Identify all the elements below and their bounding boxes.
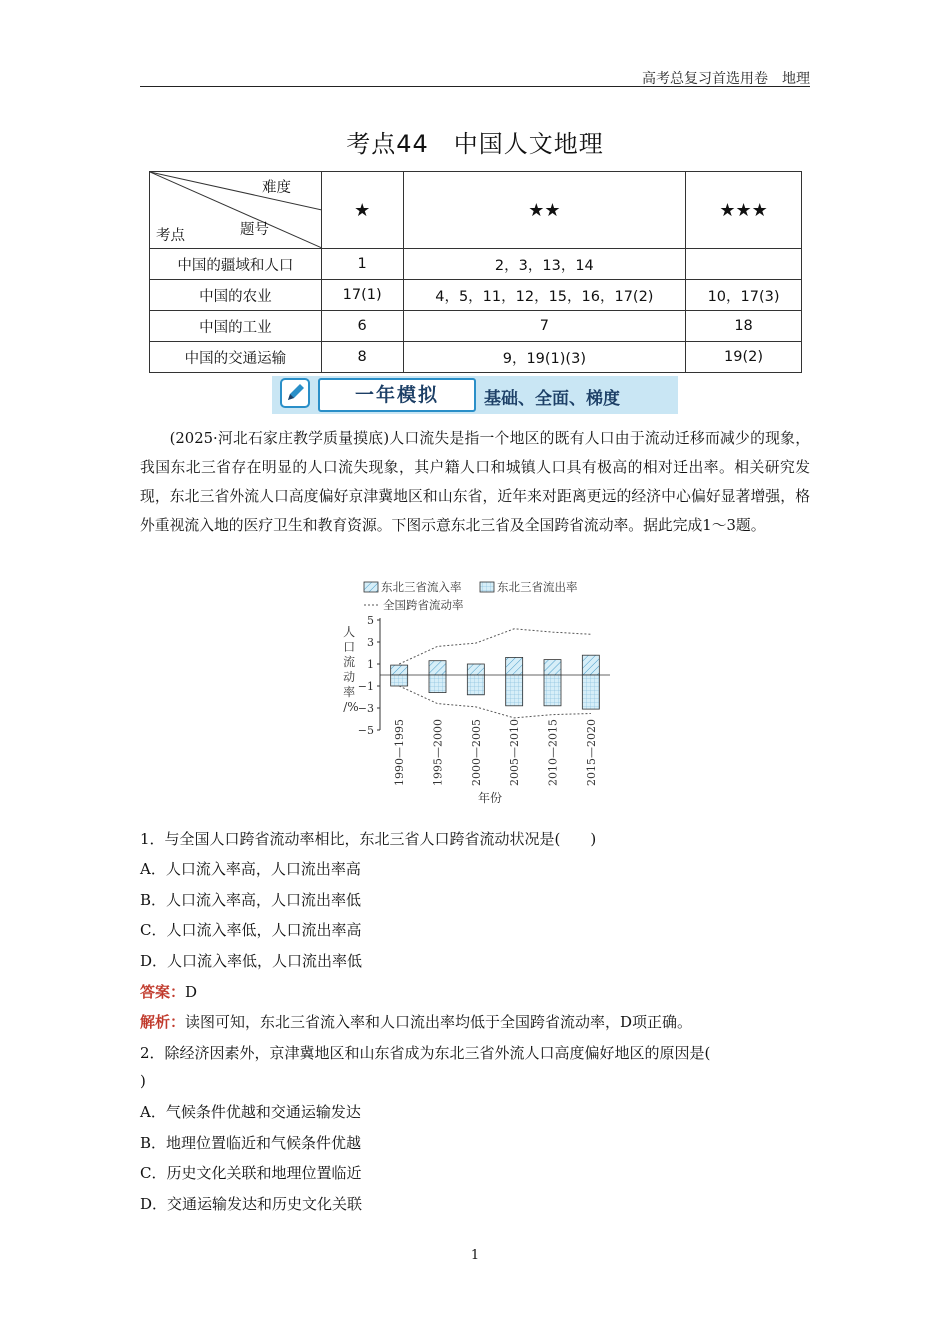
ylabel-char: 人 <box>343 625 356 639</box>
outflow-bar <box>391 675 408 686</box>
table-row <box>150 249 802 280</box>
cell-level-2: 2，3，13，14 <box>403 249 686 280</box>
q2-option-b: B．地理位置临近和气候条件优越 <box>140 1134 362 1152</box>
cell-level-1: 1 <box>321 249 403 280</box>
cell-level-2: 9，19(1)(3) <box>403 342 686 373</box>
outflow-bar <box>544 675 561 706</box>
outflow-bar <box>582 675 599 709</box>
legend-national-label: 全国跨省流动率 <box>383 598 464 612</box>
q2-option-d: D．交通运输发达和历史文化关联 <box>140 1195 363 1213</box>
outflow-bar <box>506 675 523 706</box>
x-tick-label: 2015—2020 <box>584 719 598 786</box>
topic-cell: 中国的工业 <box>150 311 322 342</box>
q1-option-a: A．人口流入率高，人口流出率高 <box>140 860 361 878</box>
x-tick-label: 1990—1995 <box>393 719 407 786</box>
inflow-bar <box>506 657 523 675</box>
table-row <box>150 280 802 311</box>
answer-value: D <box>185 983 198 1001</box>
y-tick-label: 3 <box>367 636 374 649</box>
diagonal-header-cell <box>150 172 322 249</box>
question-1-stem: 1．与全国人口跨省流动率相比，东北三省人口跨省流动状况是( ) <box>140 830 597 848</box>
x-tick-labels <box>393 719 598 786</box>
q1-option-d: D．人口流入率低，人口流出率低 <box>140 952 363 970</box>
corner-label-topic: 考点 <box>156 228 185 244</box>
corner-label-question: 题号 <box>240 222 269 238</box>
y-tick-label: −5 <box>357 724 374 737</box>
analysis-label: 解析： <box>140 1013 186 1031</box>
inflow-bar <box>391 665 408 675</box>
section-banner <box>272 376 678 414</box>
chart-bars <box>391 655 600 709</box>
inflow-bar <box>544 660 561 675</box>
national-rate-line-upper <box>399 629 591 664</box>
y-axis-label <box>343 625 359 714</box>
y-tick-label: −1 <box>357 680 374 693</box>
x-tick-label: 2000—2005 <box>469 719 483 786</box>
q1-option-c: C．人口流入率低，人口流出率高 <box>140 921 362 939</box>
legend-swatch-outflow <box>480 582 494 592</box>
table-row <box>150 311 802 342</box>
q1-answer-line <box>140 981 197 1002</box>
inflow-bar <box>582 655 599 675</box>
passage-text: (2025·河北石家庄教学质量摸底)人口流失是指一个地区的既有人口由于流动迁移而减少的现象，我国东北三省存在明显的人口流失现象，其户籍人口和城镇人口具有极高的相对迁出率。相关研究发现，东北三省外流人口高度偏好京津冀地区和山东省，近年来对距离更远的经济中心偏好显著增强，格外重视流入地的医疗卫生和教育资源。下图示意东北三省及全国跨省流动率。据此完成1～3题。 <box>140 430 810 534</box>
y-tick-label: 5 <box>367 614 374 627</box>
table-row <box>150 342 802 373</box>
cell-level-1: 17(1) <box>321 280 403 311</box>
cell-level-2: 4，5，11，12，15，16，17(2) <box>403 280 686 311</box>
legend-inflow-label: 东北三省流入率 <box>381 580 462 594</box>
cell-level-3: 18 <box>686 311 802 342</box>
inflow-bar <box>429 661 446 675</box>
cell-level-3: 10，17(3) <box>686 280 802 311</box>
x-tick-label: 2005—2010 <box>508 719 522 786</box>
level-2-star: ★★ <box>403 172 686 249</box>
question-2-stem-end: ) <box>140 1072 146 1090</box>
outflow-bar <box>467 675 484 695</box>
corner-label-difficulty: 难度 <box>262 180 291 196</box>
y-tick-label: −3 <box>357 702 374 715</box>
national-rate-line-lower <box>399 686 591 718</box>
outflow-bar <box>429 675 446 693</box>
legend-outflow-label: 东北三省流出率 <box>497 580 578 594</box>
q1-option-b: B．人口流入率高，人口流出率低 <box>140 891 362 909</box>
cell-level-3: 19(2) <box>686 342 802 373</box>
page-number: 1 <box>470 1248 480 1263</box>
cell-level-1: 8 <box>321 342 403 373</box>
ylabel-char: 口 <box>343 640 356 654</box>
cell-level-3 <box>686 249 802 280</box>
pencil-icon <box>280 378 310 408</box>
banner-title: 一年模拟 <box>318 378 476 412</box>
page-title: 考点44 中国人文地理 <box>346 130 604 158</box>
q2-option-c: C．历史文化关联和地理位置临近 <box>140 1164 362 1182</box>
y-tick-label: 1 <box>367 658 374 671</box>
cell-level-2: 7 <box>403 311 686 342</box>
ylabel-char: 动 <box>343 670 356 684</box>
topic-cell: 中国的交通运输 <box>150 342 322 373</box>
topic-cell: 中国的疆域和人口 <box>150 249 322 280</box>
legend-swatch-inflow <box>364 582 378 592</box>
x-tick-label: 2010—2015 <box>546 719 560 786</box>
x-axis-label: 年份 <box>477 791 503 805</box>
analysis-text: 读图可知，东北三省流入率和人口流出率均低于全国跨省流动率，D项正确。 <box>185 1013 693 1031</box>
answer-label: 答案： <box>140 983 186 1001</box>
cell-level-1: 6 <box>321 311 403 342</box>
level-1-star: ★ <box>321 172 403 249</box>
ylabel-char: /% <box>343 700 359 714</box>
header-rule <box>140 86 810 87</box>
difficulty-table <box>149 171 802 373</box>
ylabel-char: 率 <box>343 685 356 699</box>
ylabel-char: 流 <box>343 655 356 669</box>
table-header-row <box>150 172 802 249</box>
q1-analysis-line <box>140 1011 692 1032</box>
topic-cell: 中国的农业 <box>150 280 322 311</box>
q2-option-a: A．气候条件优越和交通运输发达 <box>140 1103 361 1121</box>
x-tick-label: 1995—2000 <box>431 719 445 786</box>
chart-lines <box>399 629 591 718</box>
inflow-bar <box>467 664 484 675</box>
banner-subtitle: 基础、全面、梯度 <box>484 389 620 409</box>
running-header: 高考总复习首选用卷 地理 <box>642 71 810 87</box>
question-2-stem: 2．除经济因素外，京津冀地区和山东省成为东北三省外流人口高度偏好地区的原因是( <box>140 1044 711 1062</box>
level-3-star: ★★★ <box>686 172 802 249</box>
population-flow-chart <box>330 574 620 810</box>
